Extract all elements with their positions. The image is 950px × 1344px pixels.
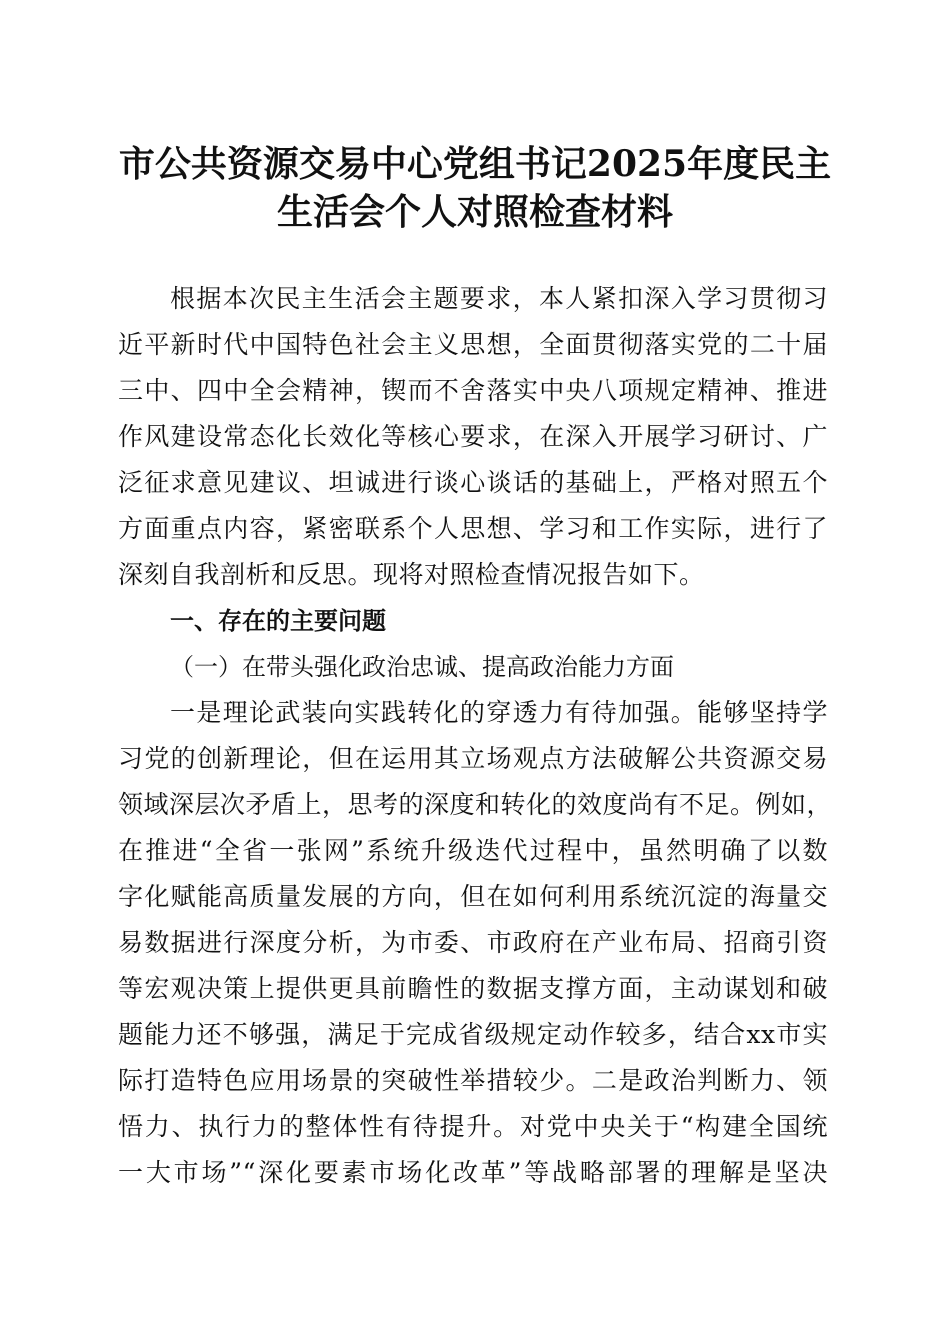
intro-line: 作风建设常态化长效化等核心要求，在深入开展学习研讨、广	[118, 422, 828, 451]
subsection-heading: （一）在带头强化政治忠诚、提高政治能力方面	[170, 653, 674, 681]
document-body	[118, 276, 833, 1196]
document-title-line-2: 生活会个人对照检查材料	[276, 191, 673, 233]
document-title-line-1: 市公共资源交易中心党组书记2025年度民主	[118, 143, 832, 185]
paragraph-line: 领域深层次矛盾上，思考的深度和转化的效度尚有不足。例如，	[118, 790, 833, 819]
intro-line: 深刻自我剖析和反思。现将对照检查情况报告如下。	[118, 560, 705, 589]
paragraph-line: 一是理论武装向实践转化的穿透力有待加强。能够坚持学	[170, 698, 828, 727]
paragraph-line: 一大市场”“深化要素市场化改革”等战略部署的理解是坚决	[118, 1158, 828, 1187]
intro-line: 三中、四中全会精神，锲而不舍落实中央八项规定精神、推进	[118, 376, 828, 405]
paragraph-line: 题能力还不够强，满足于完成省级规定动作较多，结合xx市实	[118, 1020, 828, 1049]
paragraph-line: 习党的创新理论，但在运用其立场观点方法破解公共资源交易	[118, 744, 828, 773]
paragraph-line: 在推进“全省一张网”系统升级迭代过程中，虽然明确了以数	[118, 836, 828, 865]
intro-line: 泛征求意见建议、坦诚进行谈心谈话的基础上，严格对照五个	[118, 468, 828, 497]
paragraph-line: 易数据进行深度分析，为市委、市政府在产业布局、招商引资	[118, 928, 828, 957]
paragraph-line: 字化赋能高质量发展的方向，但在如何利用系统沉淀的海量交	[118, 882, 828, 911]
section-heading: 一、存在的主要问题	[170, 607, 386, 635]
paragraph-line: 际打造特色应用场景的突破性举措较少。二是政治判断力、领	[118, 1066, 828, 1095]
intro-line: 方面重点内容，紧密联系个人思想、学习和工作实际，进行了	[118, 514, 828, 543]
intro-line: 近平新时代中国特色社会主义思想，全面贯彻落实党的二十届	[118, 330, 828, 359]
paragraph-line: 悟力、执行力的整体性有待提升。对党中央关于“构建全国统	[118, 1112, 828, 1141]
paragraph-line: 等宏观决策上提供更具前瞻性的数据支撑方面，主动谋划和破	[118, 974, 828, 1003]
intro-line: 根据本次民主生活会主题要求，本人紧扣深入学习贯彻习	[170, 284, 828, 313]
